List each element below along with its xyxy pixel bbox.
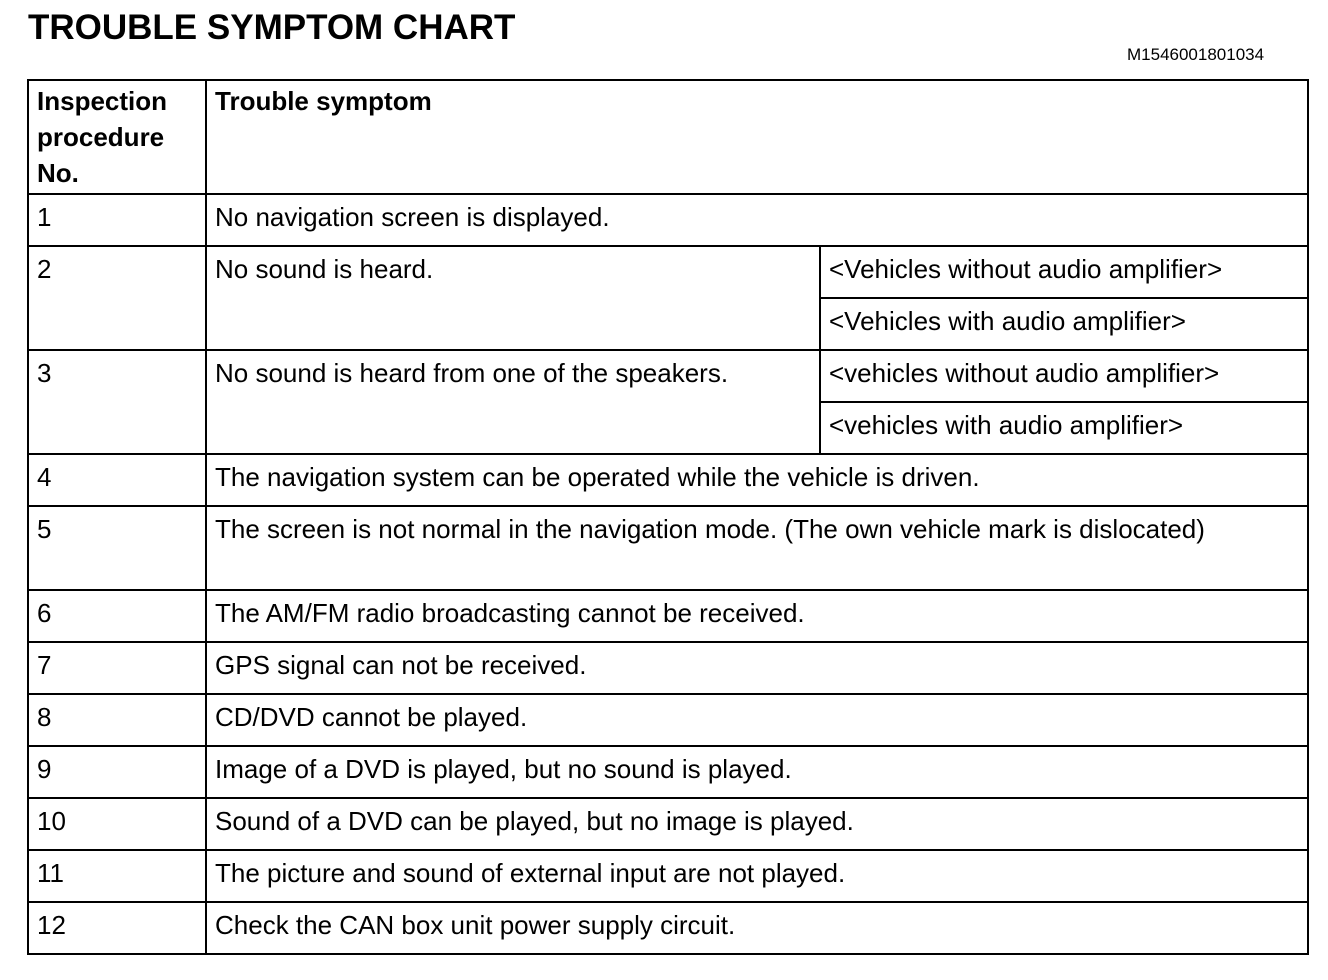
symptom-text: No navigation screen is displayed. <box>206 194 1308 246</box>
symptom-text: GPS signal can not be received. <box>206 642 1308 694</box>
symptom-text: The screen is not normal in the navigation mode. (The own vehicle mark is dislocated) <box>206 506 1308 590</box>
symptom-text: The picture and sound of external input are not played. <box>206 850 1308 902</box>
table-row <box>28 506 1308 590</box>
symptom-text: Check the CAN box unit power supply circuit. <box>206 902 1308 954</box>
table-row <box>28 694 1308 746</box>
procedure-no: 1 <box>28 194 206 246</box>
procedure-no: 11 <box>28 850 206 902</box>
procedure-no: 2 <box>28 246 206 350</box>
symptom-text: Sound of a DVD can be played, but no image is played. <box>206 798 1308 850</box>
procedure-no: 6 <box>28 590 206 642</box>
procedure-no: 12 <box>28 902 206 954</box>
table-row <box>28 850 1308 902</box>
table-row <box>28 642 1308 694</box>
trouble-symptom-table <box>27 79 1309 955</box>
procedure-no: 9 <box>28 746 206 798</box>
symptom-variant: <vehicles without audio amplifier> <box>820 350 1308 402</box>
table-row <box>28 194 1308 246</box>
symptom-text: No sound is heard from one of the speakers. <box>206 350 820 454</box>
symptom-text: The AM/FM radio broadcasting cannot be received. <box>206 590 1308 642</box>
procedure-no: 4 <box>28 454 206 506</box>
symptom-text: No sound is heard. <box>206 246 820 350</box>
header-trouble-symptom: Trouble symptom <box>206 80 1308 194</box>
procedure-no: 10 <box>28 798 206 850</box>
symptom-variant: <Vehicles without audio amplifier> <box>820 246 1308 298</box>
procedure-no: 5 <box>28 506 206 590</box>
table-row <box>28 246 1308 298</box>
table-row <box>28 798 1308 850</box>
table-row <box>28 350 1308 402</box>
procedure-no: 7 <box>28 642 206 694</box>
header-procedure-no: Inspection procedure No. <box>28 80 206 194</box>
symptom-text: Image of a DVD is played, but no sound is played. <box>206 746 1308 798</box>
table-row <box>28 590 1308 642</box>
table-row <box>28 746 1308 798</box>
table-row <box>28 902 1308 954</box>
symptom-text: CD/DVD cannot be played. <box>206 694 1308 746</box>
table-row <box>28 454 1308 506</box>
symptom-variant: <Vehicles with audio amplifier> <box>820 298 1308 350</box>
procedure-no: 8 <box>28 694 206 746</box>
procedure-no: 3 <box>28 350 206 454</box>
page-title: TROUBLE SYMPTOM CHART <box>28 8 516 47</box>
symptom-text: The navigation system can be operated while the vehicle is driven. <box>206 454 1308 506</box>
document-code: M1546001801034 <box>1127 45 1265 64</box>
table-header-row <box>28 80 1308 194</box>
symptom-variant: <vehicles with audio amplifier> <box>820 402 1308 454</box>
